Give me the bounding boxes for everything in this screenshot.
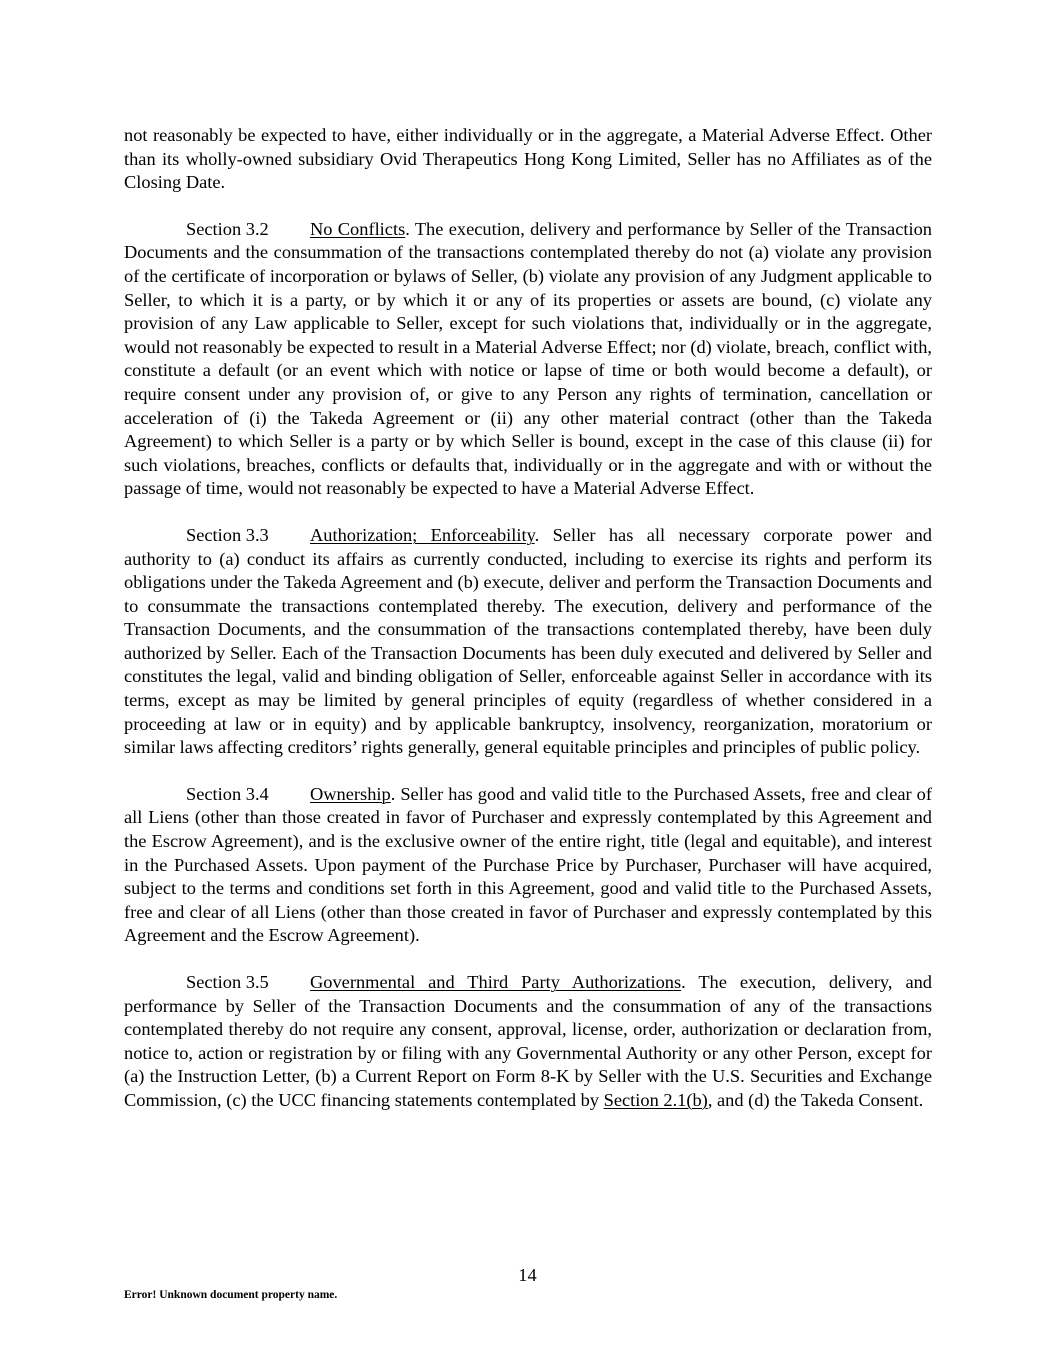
section-3-4-number: Section 3.4 [186,783,269,804]
section-3-5-number: Section 3.5 [186,972,269,992]
section-3-4-paragraph [124,783,932,948]
document-page [124,124,932,1136]
section-2-1-b-cross-reference: Section 2.1(b) [603,1089,708,1110]
section-3-2-heading: No Conflicts [310,218,406,239]
intro-paragraph: not reasonably be expected to have, either individually or in the aggregate, a Material Adverse Effect. Other than its wholly-owned subsidiary Ovid Therapeutics Hong Kong Limited, Seller has no Affiliates as of the Closing Date. [124,125,932,193]
section-3-2-number: Section 3.2 [186,218,269,239]
section-3-3-paragraph [124,524,932,760]
section-3-3-number: Section 3.3 [186,524,269,545]
page-number: 14 [518,1265,537,1285]
section-3-2-body: . The execution, delivery and performance by Seller of the Transaction Documents and the consummation of the transactions contemplated thereby do not (a) violate any provision of the certificate of incorporation or bylaws of Seller, (b) violate any provision of any Judgment applicable to Seller, to which it is a party, or by which it or any of its properties or assets are bound, (c) violate any provision of any Law applicable to Seller, except for such violations that, individually or in the aggregate, would not reasonably be expected to result in a Material Adverse Effect; nor (d) violate, breach, conflict with, constitute a default (or an event which with notice or lapse of time or both would become a default), or require consent under any provision of, or give to any Person any rights of termination, cancellation or acceleration of (i) the Takeda Agreement or (ii) any other material contract (other than the Takeda Agreement) to which Seller is a party or by which Seller is bound, except in the case of this clause (ii) for such violations, breaches, conflicts or defaults that, individually or in the aggregate and with or without the passage of time, would not reasonably be expected to have a Material Adverse Effect. [124,218,932,499]
section-3-4-body: . Seller has good and valid title to the Purchased Assets, free and clear of all Liens (other than those created in favor of Purchaser and expressly contemplated by this Agreement and the Escrow Agreement), and is the exclusive owner of the entire right, title (legal and equitable), and interest in the Purchased Assets. Upon payment of the Purchase Price by Purchaser, Purchaser will have acquired, subject to the terms and conditions set forth in this Agreement, good and valid title to the Purchased Assets, free and clear of all Liens (other than those created in favor of Purchaser and expressly contemplated by this Agreement and the Escrow Agreement). [124,783,932,946]
section-3-5-paragraph [124,971,932,1113]
section-3-5-body: . The execution, delivery, and performance by Seller of the Transaction Documents and the consummation of any of the transactions contemplated thereby do not require any consent, approval, license, order, authorization or declaration from, notice to, action or registration by or filing with any Governmental Authority or any other Person, except for (a) the Instruction Letter, (b) a Current Report on Form 8-K by Seller with the U.S. Securities and Exchange Commission, (c) the UCC financing statements contemplated by [124,972,933,1110]
section-3-5-heading: Governmental and Third Party Authorizations [310,972,682,992]
section-3-5-body-end: , and (d) the Takeda Consent. [707,1089,924,1110]
section-3-4-heading: Ownership [310,783,391,804]
section-3-3-body: . Seller has all necessary corporate power and authority to (a) conduct its affairs as currently conducted, including to exercise its rights and perform its obligations under the Takeda Agreement and (b) execute, deliver and perform the Transaction Documents and to consummate the transactions contemplated thereby. The execution, delivery and performance of the Transaction Documents, and the consummation of the transactions contemplated thereby, have been duly authorized by Seller. Each of the Transaction Documents has been duly executed and delivered by Seller and constitutes the legal, valid and binding obligation of Seller, enforceable against Seller in accordance with its terms, except as may be limited by general principles of equity (regardless of whether considered in a proceeding at law or in equity) and by applicable bankruptcy, insolvency, reorganization, moratorium or similar laws affecting creditors’ rights generally, general equitable principles and principles of public policy. [124,524,932,758]
section-3-3-heading: Authorization; Enforceability [310,524,535,545]
section-3-2-paragraph [124,218,932,501]
footer-error-text: Error! Unknown document property name. [124,1289,338,1301]
